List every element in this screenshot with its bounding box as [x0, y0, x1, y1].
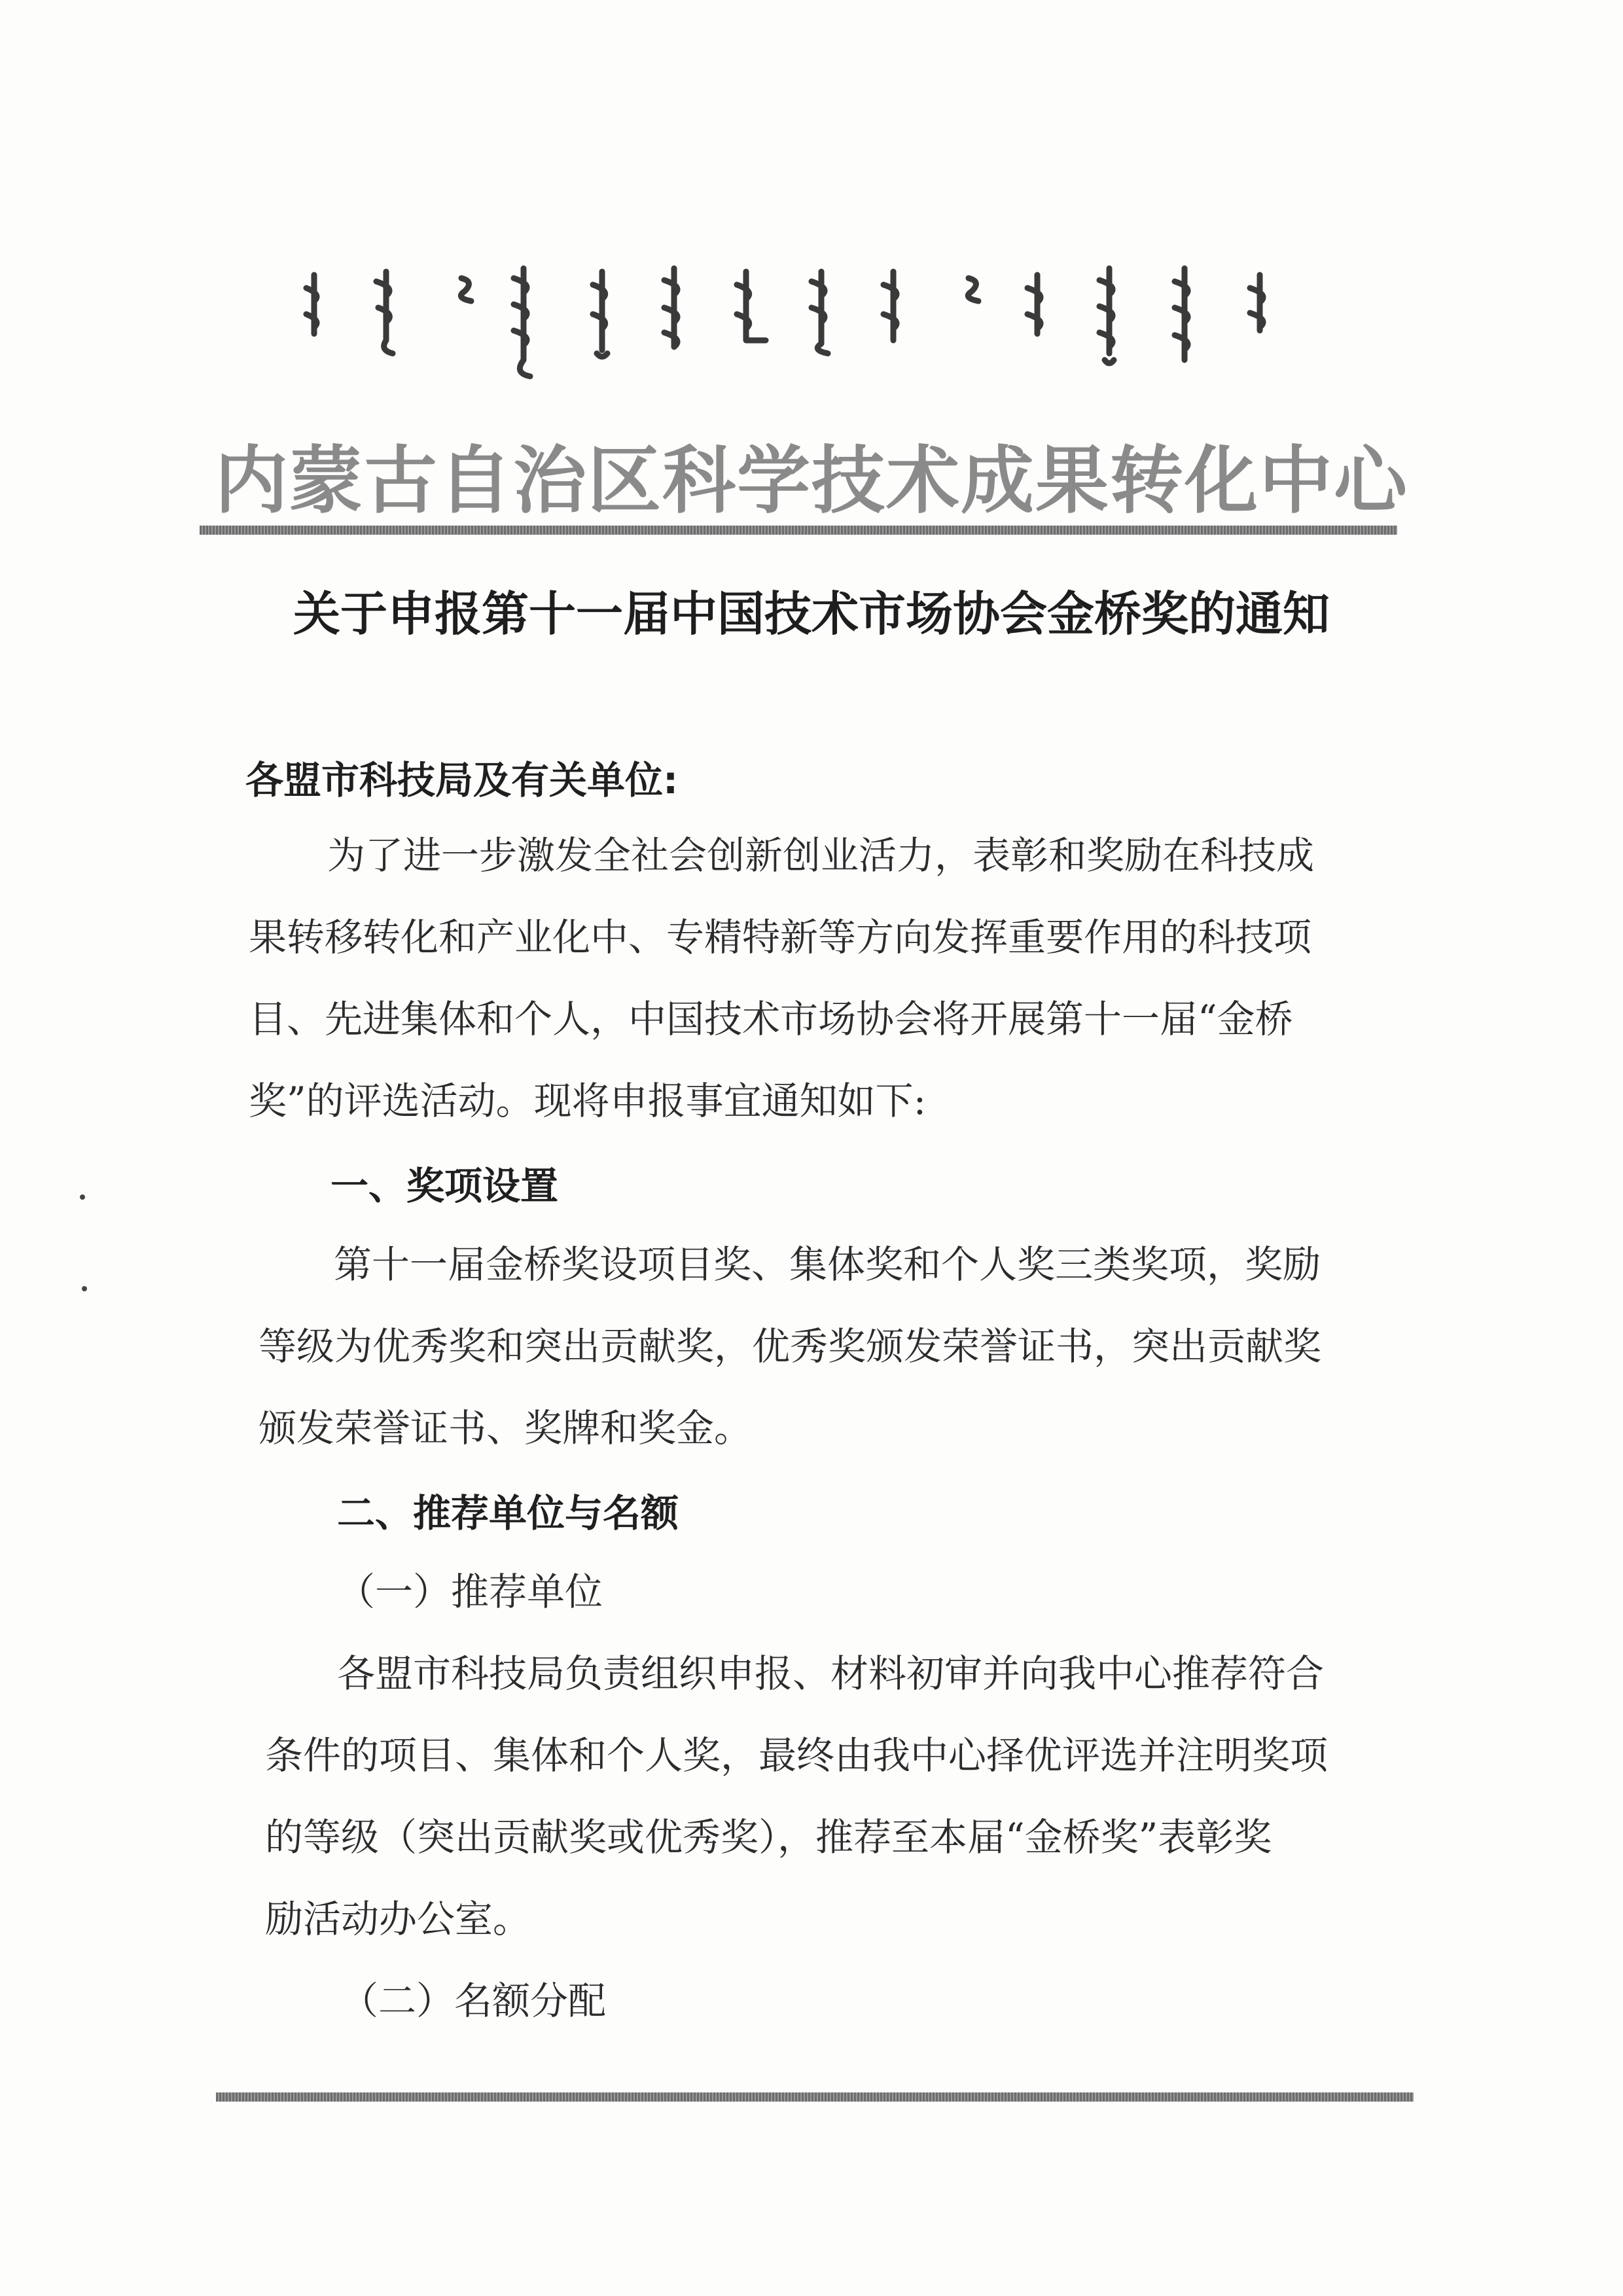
- letterhead-divider: [200, 526, 1397, 535]
- subsection-heading: （一）推荐单位: [337, 1570, 603, 1614]
- paragraph-line: 的等级（突出贡献奖或优秀奖），推荐至本届“金桥奖”表彰奖: [265, 1815, 1272, 1859]
- footer-divider: [216, 2092, 1414, 2102]
- paragraph-line: 各盟市科技局负责组织申报、材料初审并向我中心推荐符合: [337, 1651, 1325, 1696]
- paragraph-line: 奖”的评选活动。现将申报事宜通知如下:: [249, 1079, 927, 1123]
- paragraph-line: 第十一届金桥奖设项目奖、集体奖和个人奖三类奖项，奖励: [334, 1242, 1321, 1287]
- scan-speck: [80, 1194, 85, 1200]
- document-title: 关于申报第十一届中国技术市场协会金桥奖的通知: [293, 586, 1330, 641]
- paragraph-line: 励活动办公室。: [265, 1897, 531, 1941]
- section-heading: 二、推荐单位与名额: [337, 1491, 679, 1535]
- paragraph-line: 果转移转化和产业化中、专精特新等方向发挥重要作用的科技项: [249, 915, 1312, 960]
- paragraph-line: 等级为优秀奖和突出贡献奖，优秀奖颁发荣誉证书，突出贡献奖: [259, 1324, 1322, 1369]
- subsection-heading: （二）名额分配: [340, 1979, 607, 2023]
- scan-speck: [82, 1286, 87, 1291]
- paragraph-line: 目、先进集体和个人，中国技术市场协会将开展第十一届“金桥: [249, 997, 1293, 1041]
- paragraph-line: 颁发荣誉证书、奖牌和奖金。: [259, 1406, 753, 1450]
- organization-name: 内蒙古自治区科学技术成果转化中心: [215, 439, 1408, 524]
- section-heading: 一、奖项设置: [330, 1164, 559, 1208]
- mongolian-script-icon: [288, 262, 1309, 393]
- salutation: 各盟市科技局及有关单位:: [245, 758, 679, 802]
- paragraph-line: 条件的项目、集体和个人奖，最终由我中心择优评选并注明奖项: [265, 1733, 1329, 1778]
- paragraph-line: 为了进一步激发全社会创新创业活力，表彰和奖励在科技成: [327, 833, 1315, 878]
